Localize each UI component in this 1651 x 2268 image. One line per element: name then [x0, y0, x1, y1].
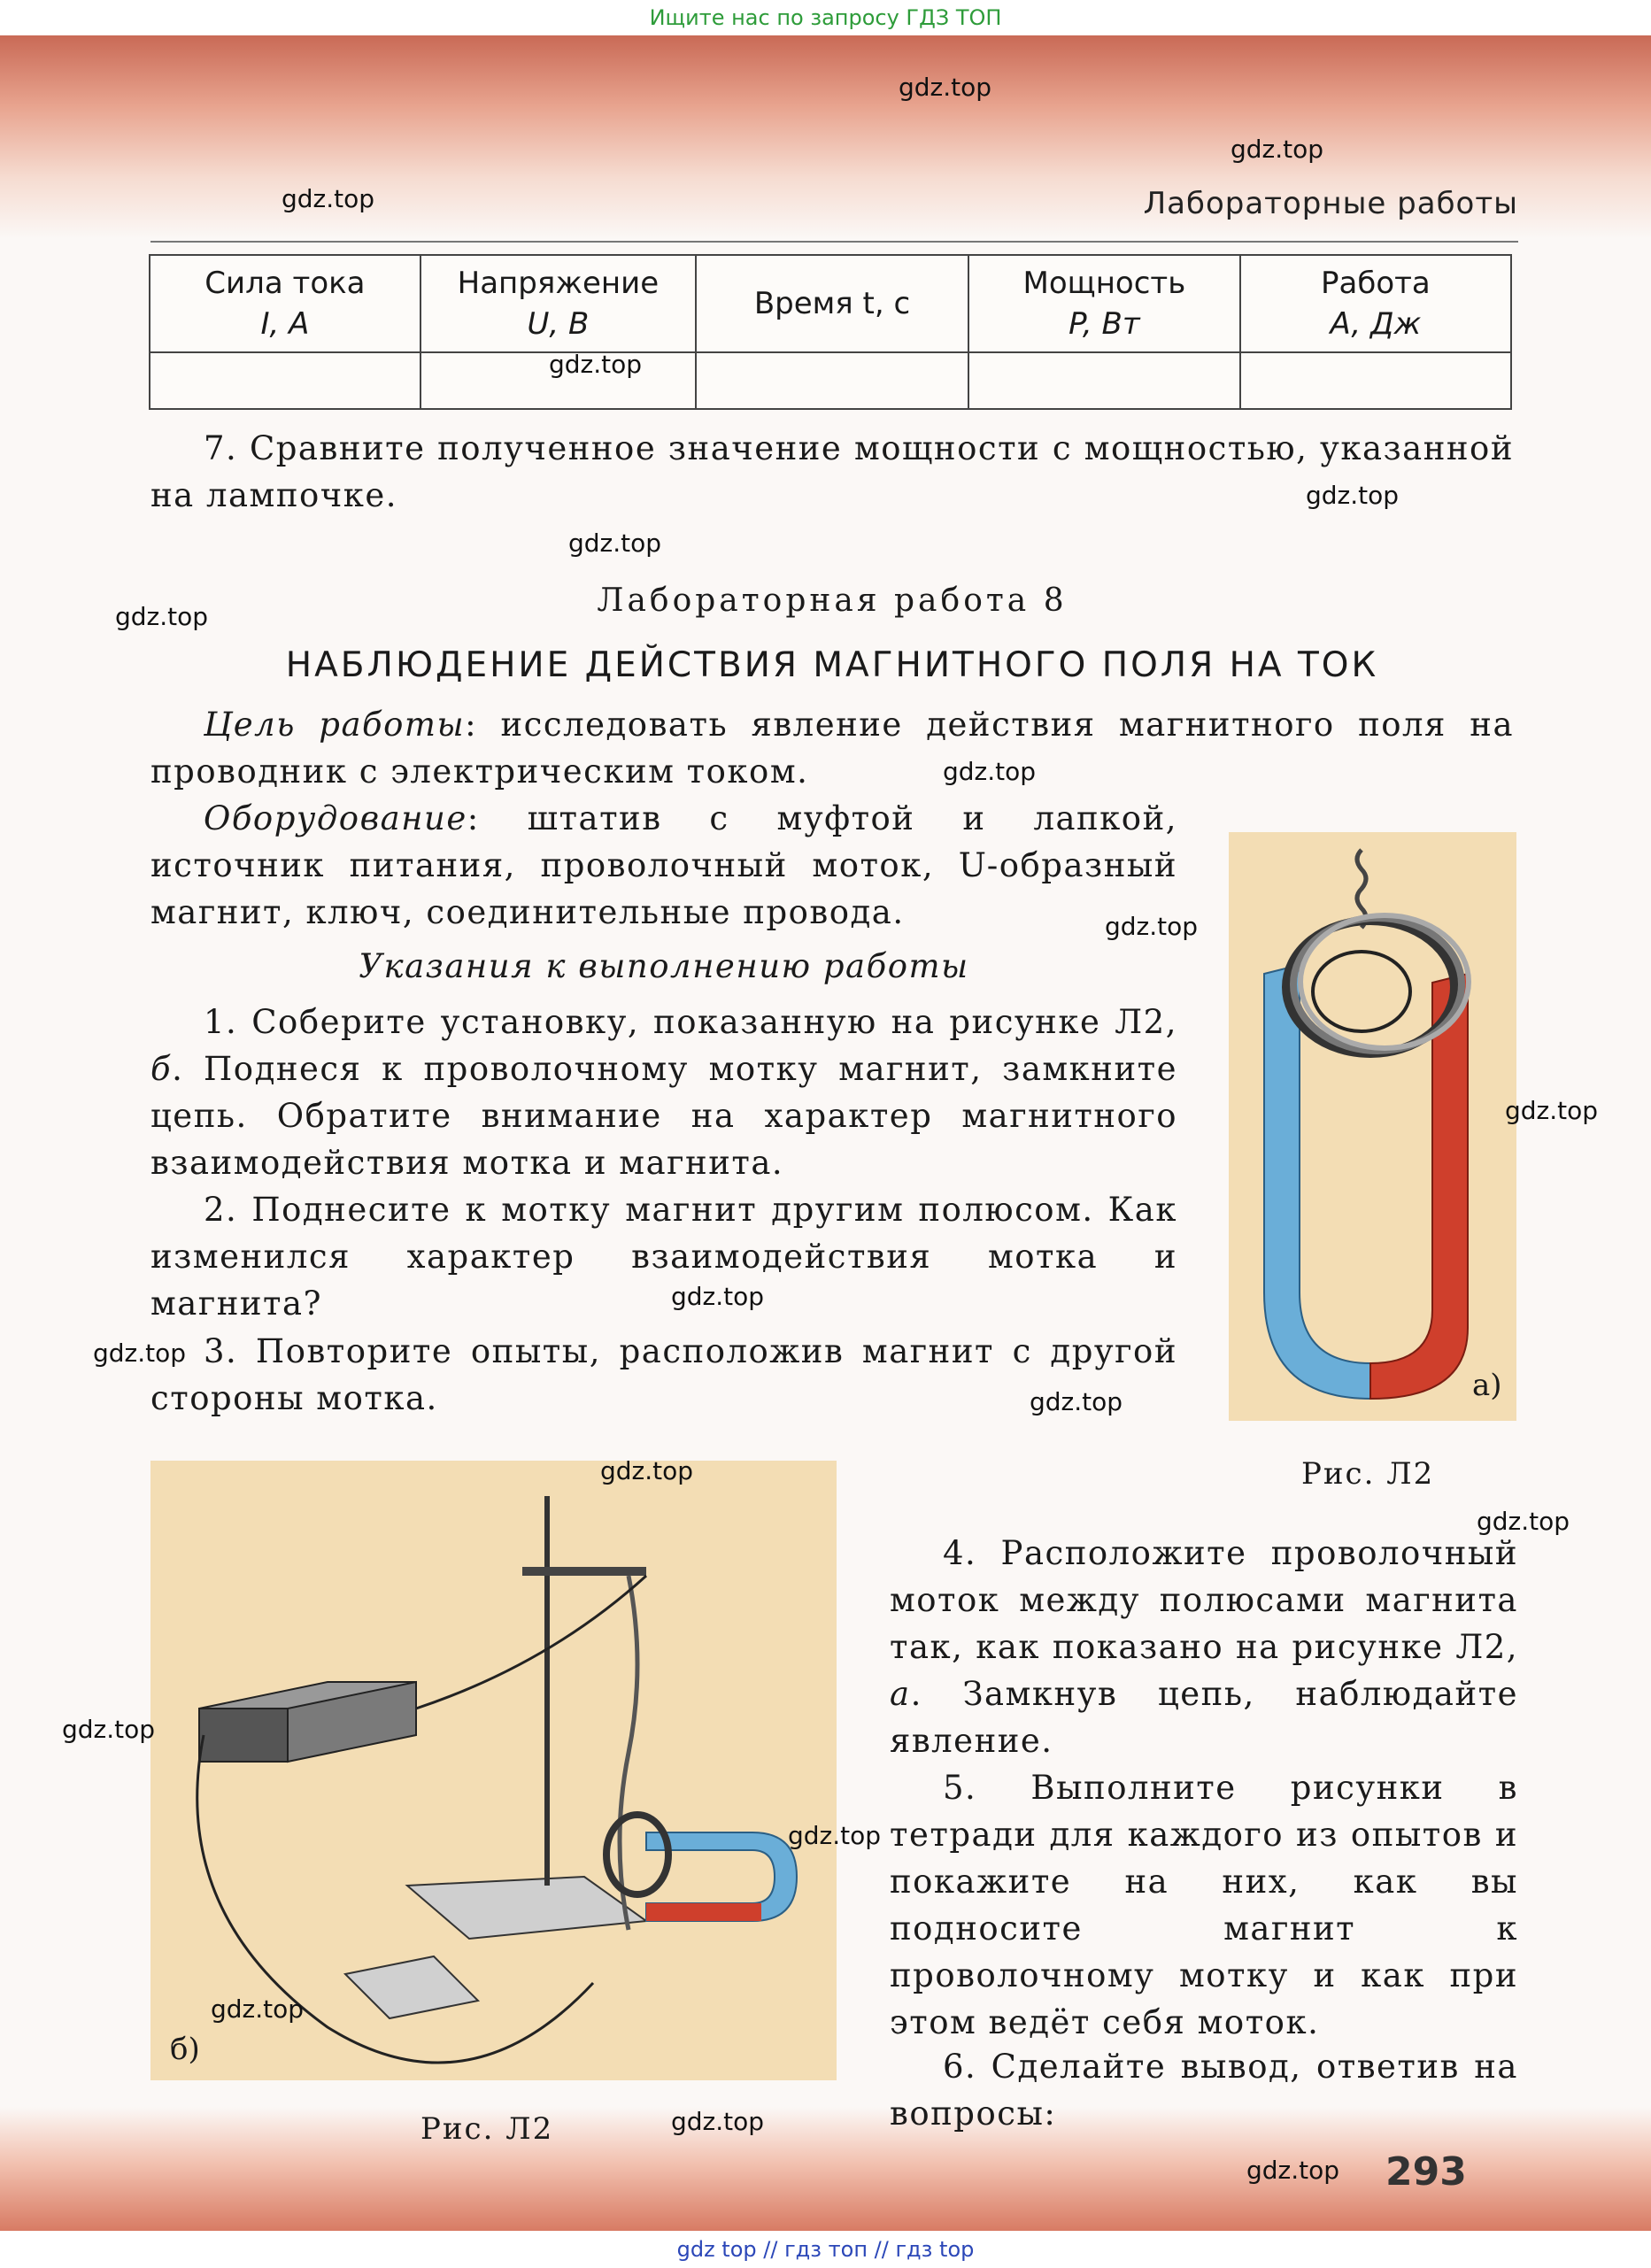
- watermark: gdz.top: [1105, 912, 1199, 941]
- table-header-cell: Мощность P, Вт: [968, 255, 1240, 352]
- equipment-paragraph: [150, 795, 1177, 936]
- lab-number: Лабораторная работа 8: [597, 582, 1068, 619]
- table-header-cell: Сила тока I, А: [150, 255, 420, 352]
- table-header-row: [150, 255, 1511, 352]
- watermark: gdz.top: [1505, 1096, 1599, 1125]
- watermark: gdz.top: [62, 1715, 156, 1744]
- table-row: [150, 352, 1511, 409]
- figure-a-label: а): [1472, 1368, 1502, 1403]
- watermark: gdz.top: [115, 602, 209, 631]
- table-cell: [150, 352, 420, 409]
- lab-title: НАБЛЮДЕНИЕ ДЕЙСТВИЯ МАГНИТНОГО ПОЛЯ НА ТОК: [285, 645, 1379, 685]
- table-header-cell: Напряжение U, В: [420, 255, 696, 352]
- step-6: 6. Сделайте вывод, ответив на вопросы:: [890, 2048, 1518, 2133]
- step-4: 4. Расположите проволочный моток между полюсами магнита так, как показано на рисунке Л2, а. Замкнув цепь, наблюдайте явление.: [890, 1534, 1518, 1760]
- table-header-cell: Работа A, Дж: [1240, 255, 1511, 352]
- header-divider: [150, 241, 1518, 243]
- watermark: gdz.top: [671, 1282, 765, 1311]
- watermark: gdz.top: [600, 1456, 694, 1485]
- watermark: gdz.top: [1477, 1507, 1570, 1536]
- watermark: gdz.top: [549, 350, 643, 379]
- step-3: 3. Повторите опыты, расположив магнит с другой стороны мотка.: [150, 1332, 1177, 1417]
- step-5: 5. Выполните рисунки в тетради для каждого из опытов и покажите на них, как вы подносите магнит к проволочному мотку и как при этом ведёт себя моток.: [890, 1769, 1518, 2041]
- watermark: gdz.top: [899, 73, 992, 102]
- watermark: gdz.top: [93, 1338, 187, 1368]
- table-header-cell: Время t, с: [696, 255, 968, 352]
- watermark: gdz.top: [1306, 481, 1400, 510]
- instructions-title: Указания к выполнению работы: [359, 947, 969, 985]
- table-cell: [1240, 352, 1511, 409]
- watermark: gdz.top: [943, 757, 1037, 786]
- figure-b-caption: Рис. Л2: [420, 2111, 554, 2147]
- magnet-coil-illustration: [1229, 832, 1516, 1421]
- figure-a: [1229, 832, 1516, 1421]
- section-header: Лабораторные работы: [1143, 186, 1518, 221]
- bottom-promo-note[interactable]: gdz top // гдз топ // гдз top: [0, 2231, 1651, 2268]
- table-cell: [968, 352, 1240, 409]
- step-2: 2. Поднесите к мотку магнит другим полюсом. Как изменился характер взаимодействия мотка и магнита?: [150, 1191, 1177, 1323]
- step-1: 1. Соберите установку, показанную на рисунке Л2, б. Поднеся к проволочному мотку магнит, замкните цепь. Обратите внимание на характер магнитного взаимодействия мотка и магнита.: [150, 1003, 1177, 1182]
- watermark: gdz.top: [1231, 135, 1324, 164]
- table-cell: [696, 352, 968, 409]
- watermark: gdz.top: [282, 184, 375, 213]
- watermark: gdz.top: [568, 528, 662, 558]
- watermark: gdz.top: [211, 1994, 305, 2024]
- goal-paragraph: [150, 701, 1514, 795]
- equipment-label: Оборудование: [204, 799, 467, 837]
- goal-label: Цель работы: [204, 706, 466, 744]
- top-promo-note[interactable]: Ищите нас по запросу ГДЗ ТОП: [0, 0, 1651, 35]
- watermark: gdz.top: [788, 1821, 882, 1850]
- equipment-text: : штатив с муфтой и лапкой, источник питания, проволочный моток, U-образный магнит, ключ, соединительные провода.: [150, 799, 1177, 931]
- figure-a-caption: Рис. Л2: [1301, 1456, 1435, 1492]
- experiment-setup-illustration: [150, 1461, 837, 2080]
- watermark: gdz.top: [1030, 1387, 1123, 1416]
- watermark: gdz.top: [1246, 2156, 1340, 2185]
- watermark: gdz.top: [671, 2107, 765, 2136]
- figure-b: [150, 1461, 837, 2080]
- figure-b-label: б): [170, 2032, 200, 2067]
- item-7: 7. Сравните полученное значение мощности с мощностью, указанной на лампочке.: [150, 429, 1514, 514]
- measurement-table: [149, 254, 1512, 410]
- page-number: 293: [1385, 2149, 1467, 2195]
- goal-text: : исследовать явление действия магнитного поля на проводник с электрическим током.: [150, 706, 1514, 791]
